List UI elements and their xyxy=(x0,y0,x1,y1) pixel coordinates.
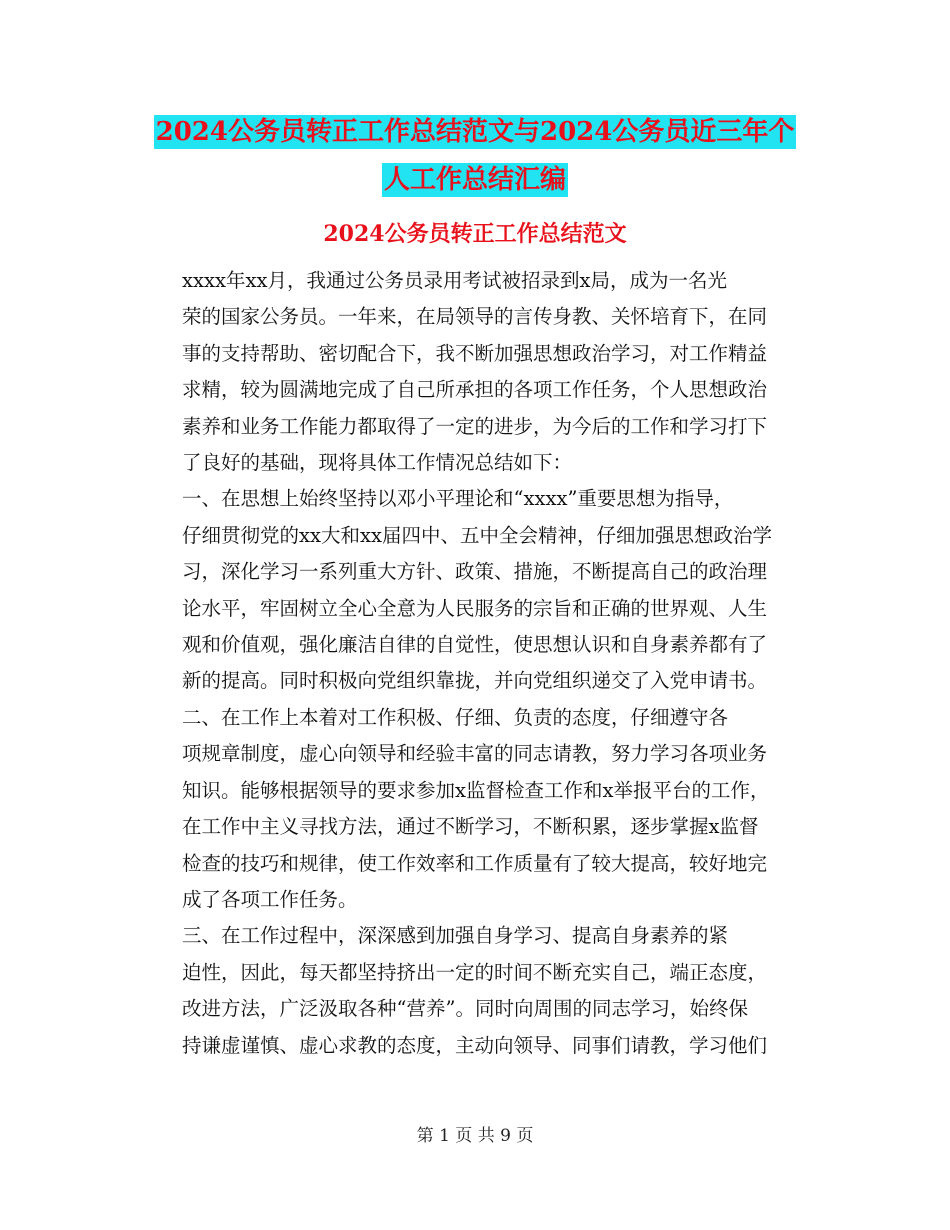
section-title: 2024公务员转正工作总结范文 xyxy=(323,221,627,247)
text-line: 仔细贯彻党的xx大和xx届四中、五中全会精神，仔细加强思想政治学 xyxy=(182,523,772,547)
text-line: 在工作中主义寻找方法，通过不断学习，不断积累，逐步掌握x监督 xyxy=(182,815,759,839)
text-line: 二、在工作上本着对工作积极、仔细、负责的态度，仔细遵守各 xyxy=(182,705,729,729)
text-line: 三、在工作过程中，深深感到加强自身学习、提高自身素养的紧 xyxy=(182,924,729,948)
paragraph-learning xyxy=(143,918,805,1064)
paragraph-ideology xyxy=(143,481,805,699)
text-line: 改进方法，广泛汲取各种“营养”。同时向周围的同志学习，始终保 xyxy=(182,997,748,1021)
title-line-2: 人工作总结汇编 xyxy=(383,165,566,195)
text-line: 观和价值观，强化廉洁自律的自觉性，使思想认识和自身素养都有了 xyxy=(182,633,768,657)
text-line: xxxx年xx月，我通过公务员录用考试被招录到x局，成为一名光 xyxy=(182,269,727,292)
title-line-1: 2024公务员转正工作总结范文与2024公务员近三年个 xyxy=(155,117,795,147)
text-line: 成了各项工作任务。 xyxy=(182,887,358,911)
text-line: 素养和业务工作能力都取得了一定的进步，为今后的工作和学习打下 xyxy=(182,414,768,438)
text-line: 新的提高。同时积极向党组织靠拢，并向党组织递交了入党申请书。 xyxy=(182,669,768,693)
text-line: 求精，较为圆满地完成了自己所承担的各项工作任务，个人思想政治 xyxy=(182,378,768,402)
text-line: 检查的技巧和规律，使工作效率和工作质量有了较大提高，较好地完 xyxy=(182,851,768,875)
text-line: 了良好的基础，现将具体工作情况总结如下： xyxy=(182,451,573,475)
text-line: 事的支持帮助、密切配合下，我不断加强思想政治学习，对工作精益 xyxy=(182,341,768,365)
text-line: 持谦虚谨慎、虚心求教的态度，主动向领导、同事们请教，学习他们 xyxy=(182,1033,768,1057)
text-line: 习，深化学习一系列重大方针、政策、措施，不断提高自己的政治理 xyxy=(182,560,768,584)
text-line: 荣的国家公务员。一年来，在局领导的言传身教、关怀培育下，在同 xyxy=(182,305,768,329)
text-line: 项规章制度，虚心向领导和经验丰富的同志请教，努力学习各项业务 xyxy=(182,742,768,766)
document-title xyxy=(0,108,950,204)
page-number: 第 1 页 共 9 页 xyxy=(416,1126,534,1146)
text-line: 迫性，因此，每天都坚持挤出一定的时间不断充实自己，端正态度， xyxy=(182,960,768,984)
paragraph-work xyxy=(143,700,805,918)
paragraph-intro xyxy=(143,263,805,481)
text-line: 一、在思想上始终坚持以邓小平理论和“xxxx”重要思想为指导， xyxy=(182,487,734,511)
document-body xyxy=(143,263,805,1064)
text-line: 知识。能够根据领导的要求参加x监督检查工作和x举报平台的工作， xyxy=(182,778,770,802)
text-line: 论水平，牢固树立全心全意为人民服务的宗旨和正确的世界观、人生 xyxy=(182,596,768,620)
